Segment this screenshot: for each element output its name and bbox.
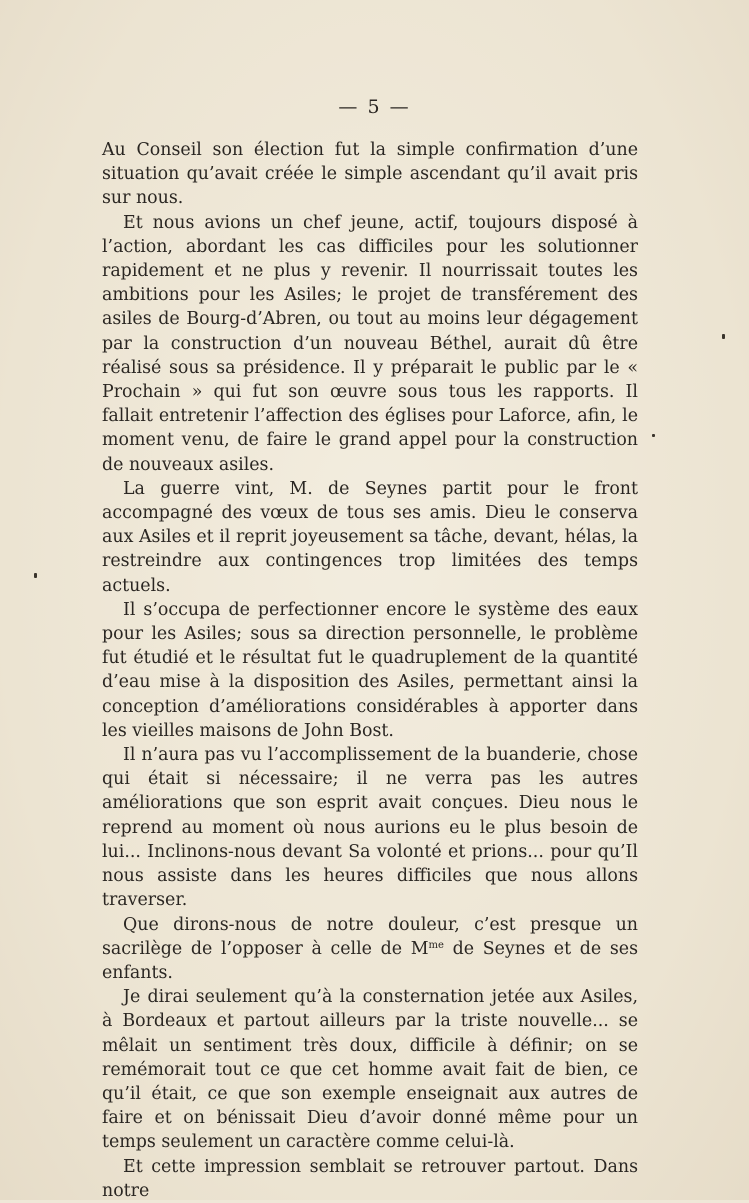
paragraph-3: La guerre vint, M. de Seynes partit pour le front accompagné des vœux de tous ses amis. Dieu le conserva aux Asiles et il reprit joyeusement sa tâche, devant, hélas, la restreindre aux contingences trop limitées des temps actuels. <box>102 478 638 596</box>
paragraph-5: Il n’aura pas vu l’accomplissement de la buanderie, chose qui était si nécessaire; il ne verra pas les autres améliorations que son esprit avait conçues. Dieu nous le reprend au moment où nous aurions eu le plus besoin de lui... Inclinons-nous devant Sa volonté et prions... pour qu’Il nous assiste dans les heures difficiles que nous allons traverser. <box>102 745 638 911</box>
paragraph-2: Et nous avions un chef jeune, actif, toujours disposé à l’action, abordant les cas difficiles pour les solutionner rapidement et ne plus y revenir. Il nourrissait toutes les ambitions pour les Asiles; le projet de transférement des asiles de Bourg-d’Abren, ou tout au moins leur dégagement par la construction d’un nouveau Béthel, aurait dû être réalisé sous sa présidence. Il y préparait le public par le « Prochain » qui fut son œuvre sous tous les rapports. Il fallait entretenir l’affection des églises pour Laforce, afin, le moment venu, de faire le grand appel pour la construction de nouveaux asiles. <box>102 212 638 475</box>
page-number: — 5 — <box>338 96 411 118</box>
paragraph-6-end: de Seynes et de ses enfants. <box>102 938 638 983</box>
paragraph-6 <box>102 913 638 986</box>
paragraph-4: Il s’occupa de perfectionner encore le système des eaux pour les Asiles; sous sa direction personnelle, le problème fut étudié et le résultat fut le quadruplement de la quantité d’eau mise à la disposition des Asiles, permettant ainsi la conception d’améliorations considérables à apporter dans les vieilles maisons de John Bost. <box>102 599 638 741</box>
body-text <box>102 138 638 1203</box>
margin-mark <box>34 573 37 578</box>
paragraph-6-superscript: me <box>428 939 444 951</box>
paragraph-8: Et cette impression semblait se retrouver partout. Dans notre <box>102 1156 638 1201</box>
paragraph-7: Je dirai seulement qu’à la consternation jetée aux Asiles, à Bordeaux et partout ailleurs par la triste nouvelle... se mêlait un sentiment très doux, difficile à définir; on se remémorait tout ce que cet homme avait fait de bien, ce qu’il était, ce que son exemple enseignait aux autres de faire et on bénissait Dieu d’avoir donné même pour un temps seulement un caractère comme celui-là. <box>102 987 638 1153</box>
margin-mark <box>652 434 655 437</box>
margin-mark <box>722 334 725 339</box>
paragraph-1: Au Conseil son élection fut la simple confirmation d’une situation qu’avait créée le simple ascendant qu’il avait pris sur nous. <box>102 140 638 209</box>
paragraph-6-start: Que dirons-nous de notre douleur, c’est presque un sacrilège de l’opposer à celle de M <box>102 914 638 959</box>
